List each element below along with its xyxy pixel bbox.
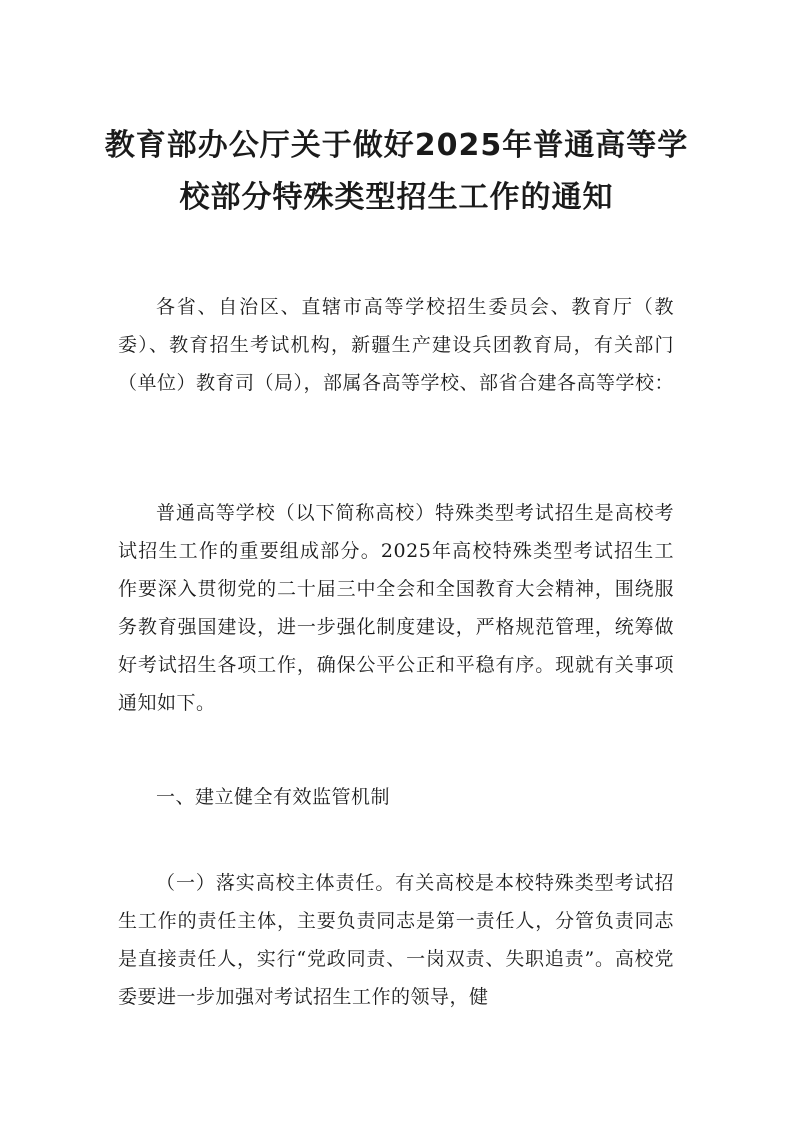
document-title: [100, 120, 693, 224]
title-line-1: 教育部办公厅关于做好2025年普通高等学: [104, 128, 689, 163]
intro-paragraph: 普通高等学校（以下简称高校）特殊类型考试招生是高校考试招生工作的重要组成部分。2025年高校特殊类型考试招生工作要深入贯彻党的二十届三中全会和全国教育大会精神，围绕服务教育强国建设，进一步强化制度建设，严格规范管理，统筹做好考试招生各项工作，确保公平公正和平稳有序。现就有关事项通知如下。: [118, 502, 674, 714]
salutation-paragraph: 各省、自治区、直辖市高等学校招生委员会、教育厅（教委）、教育招生考试机构，新疆生产建设兵团教育局，有关部门（单位）教育司（局），部属各高等学校、部省合建各高等学校：: [118, 296, 675, 394]
title-line-2: 校部分特殊类型招生工作的通知: [179, 180, 614, 215]
section-heading: 一、建立健全有效监管机制: [156, 786, 391, 808]
section-paragraph: （一）落实高校主体责任。有关高校是本校特殊类型考试招生工作的责任主体，主要负责同志是第一责任人，分管负责同志是直接责任人，实行“党政同责、一岗双责、失职追责”。高校党委要进一步加强对考试招生工作的领导，健: [118, 872, 674, 1008]
